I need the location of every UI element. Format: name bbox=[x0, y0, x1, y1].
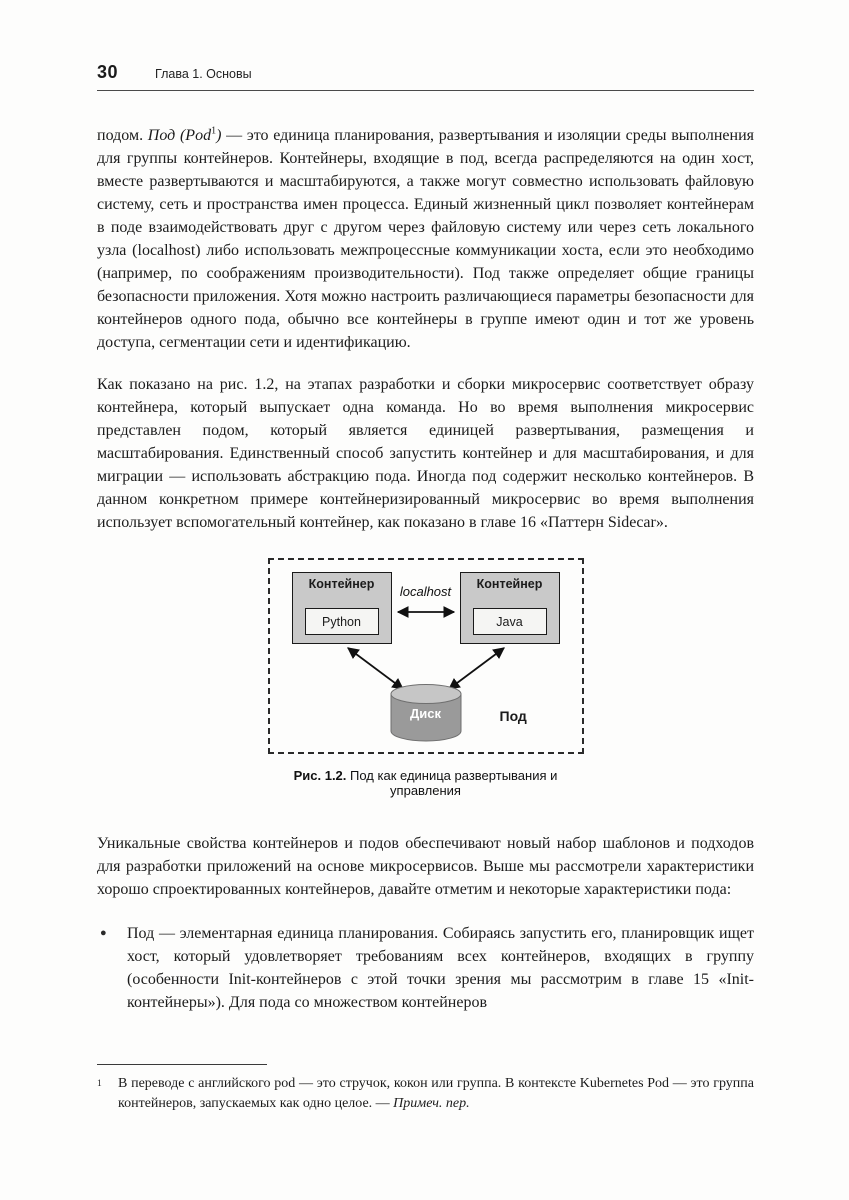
right-disk-arrow bbox=[449, 648, 504, 689]
caption-number: Рис. 1.2. bbox=[293, 768, 347, 783]
footnote-attribution-italic: Примеч. пер. bbox=[393, 1096, 470, 1111]
pod-term-italic bbox=[148, 127, 222, 144]
text-run: ) bbox=[216, 127, 222, 144]
container-label: Контейнер bbox=[476, 577, 543, 591]
footnote-rule bbox=[97, 1064, 267, 1065]
pod-characteristics-list bbox=[97, 922, 754, 1014]
container-label: Контейнер bbox=[308, 577, 375, 591]
footnote-text bbox=[118, 1074, 754, 1114]
list-item-text: Под — элементарная единица планирования. Собираясь запустить его, планировщик ищет хост, который удовлетворяет требованиям всех контейнеров, входящих в группу (особенности Init-контейнеров с этой точки зрения мы рассмотрим в главе 15 «Init-контейнеры»). Для пода со множеством контейнеров bbox=[127, 925, 754, 1011]
caption-text: Под как единица развертывания и управления bbox=[346, 768, 558, 798]
text-run: В переводе с английского pod — это стручок, кокон или группа. В контексте Kubernetes Pod — это группа контейнеров, запускаемых как одно целое. — bbox=[118, 1076, 754, 1111]
pod-diagram bbox=[268, 558, 584, 754]
container-box-python bbox=[292, 572, 392, 644]
footnote-1 bbox=[97, 1074, 754, 1114]
paragraph-3: Уникальные свойства контейнеров и подов обеспечивают новый набор шаблонов и подходов для разработки приложений на основе микросервисов. Выше мы рассмотрели характеристики хорошо спроектированных контейнеров, давайте отметим и некоторые характеристики пода: bbox=[97, 835, 754, 898]
footnote-marker-number: 1 bbox=[97, 1079, 102, 1089]
bullet-icon: ● bbox=[100, 927, 107, 939]
paragraph-2: Как показано на рис. 1.2, на этапах разработки и сборки микросервис соответствует образу контейнера, который выпускает одна команда. Но во время выполнения микросервис представлен подом, который является единицей развертывания, размещения и масштабирования. Единственный способ запустить контейнер и для масштабирования, и для миграции — использовать абстракцию пода. Иногда под содержит несколько контейнеров. В данном конкретном примере контейнеризированный микросервис во время выполнения использует вспомогательный контейнер, как показано в главе 16 «Паттерн Sidecar». bbox=[97, 376, 754, 531]
runtime-label: Java bbox=[496, 614, 523, 629]
footnote-ref: 1 bbox=[211, 125, 217, 137]
list-item bbox=[97, 922, 754, 1014]
page-content bbox=[97, 91, 754, 1014]
container-box-java bbox=[460, 572, 560, 644]
runtime-label: Python bbox=[322, 614, 361, 629]
text-run: — это единица планирования, развертывания и изоляции среды выполнения для группы контейнеров. Контейнеры, входящие в под, всегда распределяются на один хост, вместе развертываются и масштабируются, а также могут совместно использовать файловую систему, сеть и пространства имен процесса. Единый жизненный цикл позволяет контейнерам в поде взаимодействовать друг с другом через файловую систему или через сеть локального узла (localhost) либо использовать межпроцессные коммуникации хоста, если это необходимо (например, по соображениям производительности). Под также определяет общие границы безопасности приложения. Хотя можно настроить различающиеся параметры безопасности для контейнеров одного пода, обычно все контейнеры в группе имеют один и тот же уровень доступа, сегментации сети и идентификацию. bbox=[97, 127, 755, 351]
left-disk-arrow bbox=[348, 648, 403, 689]
java-runtime-box bbox=[473, 608, 547, 635]
footnote-marker bbox=[97, 1074, 118, 1114]
text-run: Под (Pod bbox=[147, 127, 212, 144]
localhost-label: localhost bbox=[399, 584, 452, 599]
chapter-title: Глава 1. Основы bbox=[155, 67, 252, 81]
figure-1-2 bbox=[268, 558, 584, 798]
disk-label: Диск bbox=[410, 706, 441, 721]
python-runtime-box bbox=[305, 608, 379, 635]
footnote-area bbox=[97, 1064, 754, 1114]
text-run: подом. bbox=[97, 127, 148, 144]
page-number: 30 bbox=[97, 62, 119, 82]
paragraph-1 bbox=[97, 124, 754, 354]
pod-label: Под bbox=[499, 708, 527, 724]
figure-caption bbox=[268, 768, 584, 798]
running-head bbox=[97, 62, 754, 83]
